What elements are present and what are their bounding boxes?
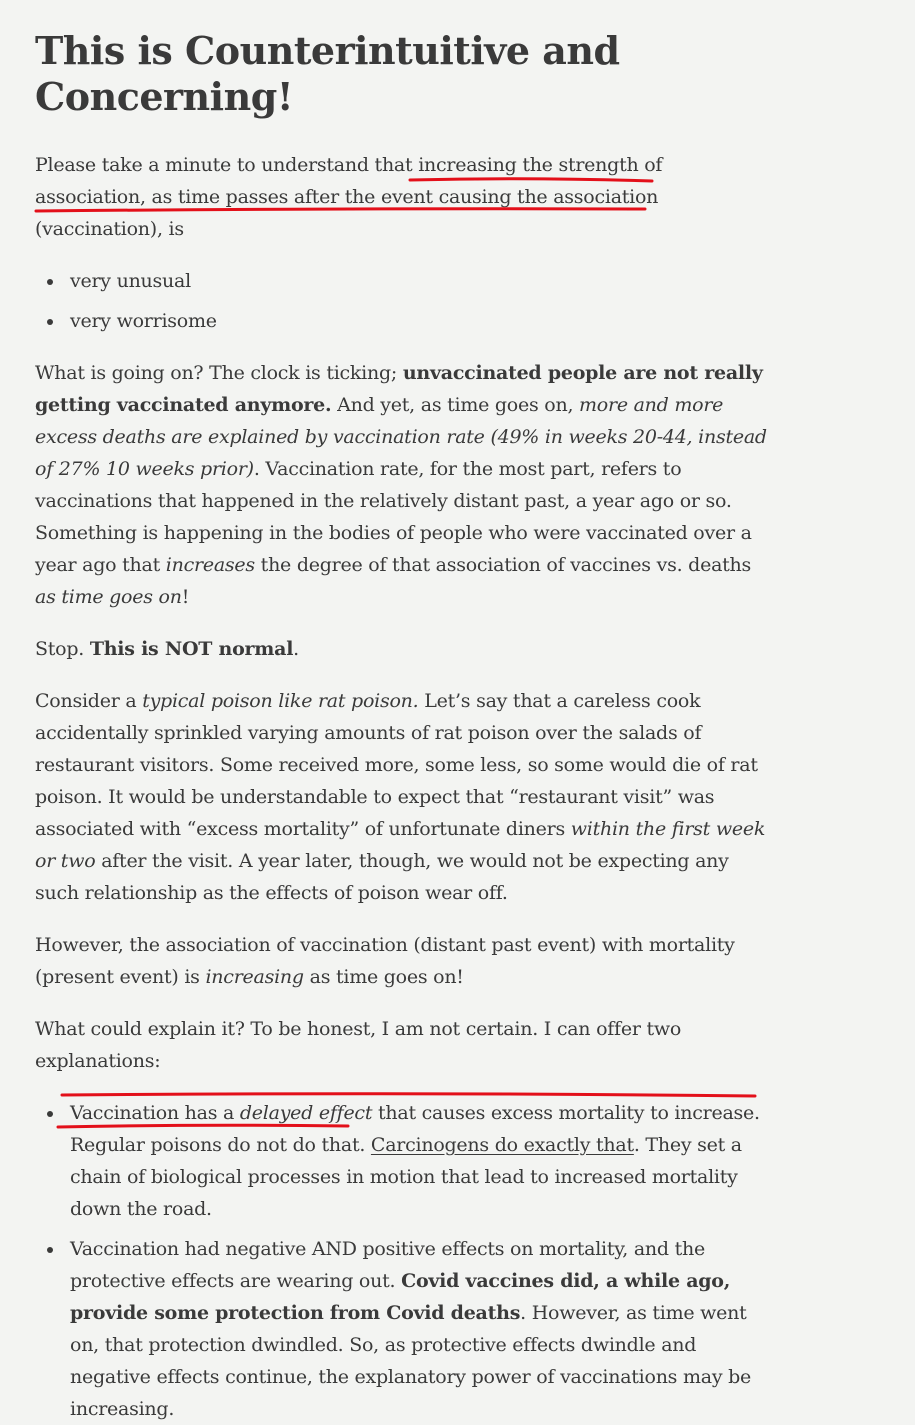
text: And yet, as time goes on, xyxy=(331,394,580,416)
text: . Vaccination rate, for the most part, refers to vaccinations that happened in the relatively distant past, a year ago or so. Something is happening in the bodies of people who were vaccinated over a year ago that xyxy=(35,458,752,576)
bullet-list-unusual xyxy=(35,265,770,337)
text: Let’s say that a careless cook accidentally sprinkled varying amounts of rat poison over the salads of restaurant visitors. Some received more, some less, so some would die of rat poison. It would be understandable to expect that “restaurant visit” was associated with “excess mortality” of unfortunate diners xyxy=(35,690,758,840)
bold-text: This is NOT normal xyxy=(89,638,294,660)
text: Stop. xyxy=(35,638,90,660)
list-item-protection-wearing-out xyxy=(35,1233,770,1425)
paragraph-stop xyxy=(35,633,770,665)
text: . However, as time went on, that protection dwindled. So, as protective effects dwindle and negative effects continue, the explanatory power of vaccinations may be increasing. xyxy=(70,1302,752,1420)
bullet-list-explanations xyxy=(35,1097,770,1425)
text: What is going on? The clock is ticking; xyxy=(35,362,403,384)
italic-text: as time goes on xyxy=(35,586,182,608)
italic-text: increases xyxy=(165,554,255,576)
highlighted-text: increasing the strength of association, as time passes after the event causing the association xyxy=(35,154,663,208)
text: as time goes on! xyxy=(303,966,464,988)
text: Vaccination has a xyxy=(70,1102,240,1124)
paragraph-rat-poison xyxy=(35,685,770,909)
text: (vaccination), is xyxy=(35,218,184,240)
italic-text: typical poison like rat poison. xyxy=(142,690,419,712)
text: the degree of that association of vaccines vs. deaths xyxy=(254,554,752,576)
italic-text: more and more excess deaths are explained by vaccination rate (49% in weeks 20-44, instead of 27% 10 weeks prior) xyxy=(35,394,767,480)
text: that causes excess mortality to increase. Regular poisons do not do that. xyxy=(70,1102,760,1156)
text: Please take a minute to understand that xyxy=(35,154,419,176)
italic-text: within the first week or two xyxy=(35,818,766,872)
list-item: very worrisome xyxy=(35,305,770,337)
text: ! xyxy=(181,586,190,608)
bold-text: unvaccinated people are not really getting vaccinated anymore. xyxy=(35,362,763,416)
text: . xyxy=(293,638,299,660)
article-heading: This is Counterintuitive and Concerning! xyxy=(35,28,620,119)
italic-text: increasing xyxy=(205,966,304,988)
paragraph-clock xyxy=(35,357,770,613)
text: However, the association of vaccination (distant past event) with mortality (present event) is xyxy=(35,934,735,988)
article-body xyxy=(35,0,770,1425)
list-item: very unusual xyxy=(35,265,770,297)
paragraph-explanations-intro: What could explain it? To be honest, I am not certain. I can offer two explanations: xyxy=(35,1018,682,1072)
text: . They set a chain of biological processes in motion that lead to increased mortality down the road. xyxy=(70,1134,742,1220)
paragraph-however xyxy=(35,929,770,993)
text: Consider a xyxy=(35,690,143,712)
carcinogens-link[interactable]: Carcinogens do exactly that xyxy=(370,1134,634,1156)
list-item-delayed-effect xyxy=(35,1097,770,1225)
paragraph-intro xyxy=(35,149,770,245)
text: after the visit. A year later, though, we would not be expecting any such relationship as the effects of poison wear off. xyxy=(35,850,729,904)
text: Vaccination had negative AND positive effects on mortality, and the protective effects are wearing out. xyxy=(70,1238,705,1292)
bold-text: Covid vaccines did, a while ago, provide some protection from Covid deaths xyxy=(70,1270,731,1324)
italic-text: delayed effect xyxy=(239,1102,373,1124)
